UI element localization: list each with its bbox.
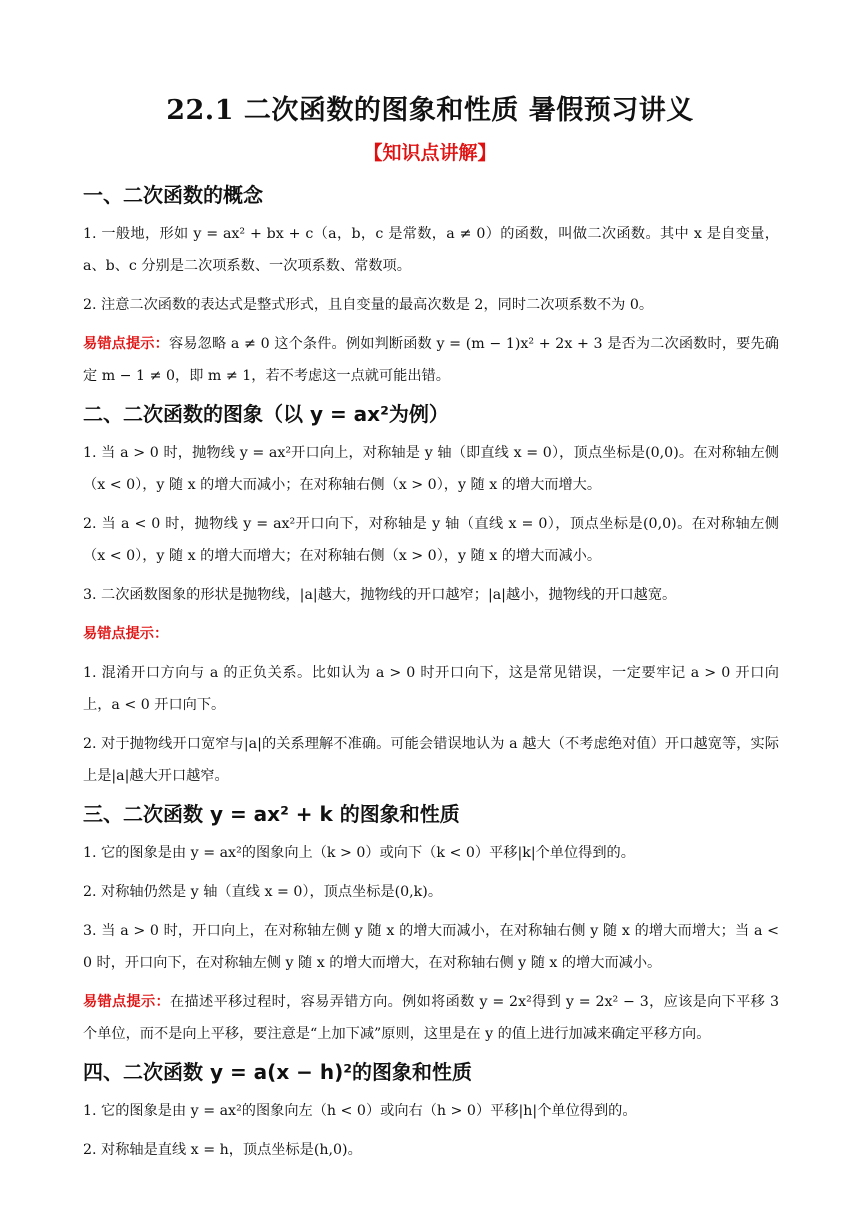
section-a-x-minus-h-squared <box>83 1057 779 1166</box>
document-body <box>83 180 779 1173</box>
paragraph: 1. 它的图象是由 y = ax²的图象向左（h < 0）或向右（h > 0）平移|h|个单位得到的。 <box>83 1103 637 1119</box>
paragraph: 1. 一般地，形如 y = ax² + bx + c（a，b，c 是常数，a ≠ 0）的函数，叫做二次函数。其中 x 是自变量，a、b、c 分别是二次项系数、一次项系数、常数项。 <box>83 226 779 274</box>
warning-label: 易错点提示： <box>83 994 171 1010</box>
paragraph: 2. 当 a < 0 时，抛物线 y = ax²开口向下，对称轴是 y 轴（直线 x = 0），顶点坐标是(0,0)。在对称轴左侧（x < 0），y 随 x 的增大而增大；在对称轴右侧（x > 0），y 随 x 的增大而减小。 <box>83 516 779 564</box>
warning-label: 易错点提示： <box>83 336 169 352</box>
warning-paragraph <box>83 618 779 650</box>
section-heading: 三、二次函数 y = ax² + k 的图象和性质 <box>83 802 460 826</box>
warning-text: 容易忽略 a ≠ 0 这个条件。例如判断函数 y = (m − 1)x² + 2x + 3 是否为二次函数时，要先确定 m − 1 ≠ 0，即 m ≠ 1，若不考虑这一点就可能出错。 <box>83 336 779 384</box>
paragraph: 3. 当 a > 0 时，开口向上，在对称轴左侧 y 随 x 的增大而减小，在对称轴右侧 y 随 x 的增大而增大；当 a < 0 时，开口向下，在对称轴左侧 y 随 x 的增大而增大，在对称轴右侧 y 随 x 的增大而减小。 <box>83 923 779 971</box>
warning-text: 在描述平移过程时，容易弄错方向。例如将函数 y = 2x²得到 y = 2x² − 3，应该是向下平移 3 个单位，而不是向上平移，要注意是“上加下减”原则，这里是在 y 的值上进行加减来确定平移方向。 <box>83 994 779 1042</box>
warning-paragraph <box>83 328 779 392</box>
paragraph: 1. 混淆开口方向与 a 的正负关系。比如认为 a > 0 时开口向下，这是常见错误，一定要牢记 a > 0 开口向上，a < 0 开口向下。 <box>83 665 779 713</box>
paragraph: 2. 对称轴是直线 x = h，顶点坐标是(h,0)。 <box>83 1142 362 1158</box>
paragraph: 3. 二次函数图象的形状是抛物线，|a|越大，抛物线的开口越窄；|a|越小，抛物线的开口越宽。 <box>83 587 677 603</box>
document-title: 22.1 二次函数的图象和性质 暑假预习讲义 <box>166 95 694 126</box>
paragraph: 1. 当 a > 0 时，抛物线 y = ax²开口向上，对称轴是 y 轴（即直线 x = 0），顶点坐标是(0,0)。在对称轴左侧（x < 0），y 随 x 的增大而减小；在对称轴右侧（x > 0），y 随 x 的增大而增大。 <box>83 445 779 493</box>
section-ax2-plus-k <box>83 799 779 1050</box>
section-heading: 一、二次函数的概念 <box>83 183 263 207</box>
paragraph: 1. 它的图象是由 y = ax²的图象向上（k > 0）或向下（k < 0）平移|k|个单位得到的。 <box>83 845 635 861</box>
section-graph <box>83 399 779 792</box>
section-heading: 二、二次函数的图象（以 y = ax²为例） <box>83 402 449 426</box>
section-heading: 四、二次函数 y = a(x − h)²的图象和性质 <box>83 1060 473 1084</box>
paragraph: 2. 对称轴仍然是 y 轴（直线 x = 0），顶点坐标是(0,k)。 <box>83 884 443 900</box>
warning-paragraph <box>83 986 779 1050</box>
warning-label: 易错点提示： <box>83 626 169 642</box>
section-concept <box>83 180 779 392</box>
paragraph: 2. 注意二次函数的表达式是整式形式，且自变量的最高次数是 2，同时二次项系数不为 0。 <box>83 297 654 313</box>
paragraph: 2. 对于抛物线开口宽窄与|a|的关系理解不准确。可能会错误地认为 a 越大（不考虑绝对值）开口越宽等，实际上是|a|越大开口越窄。 <box>83 736 779 784</box>
section-subtitle: 【知识点讲解】 <box>363 142 497 164</box>
